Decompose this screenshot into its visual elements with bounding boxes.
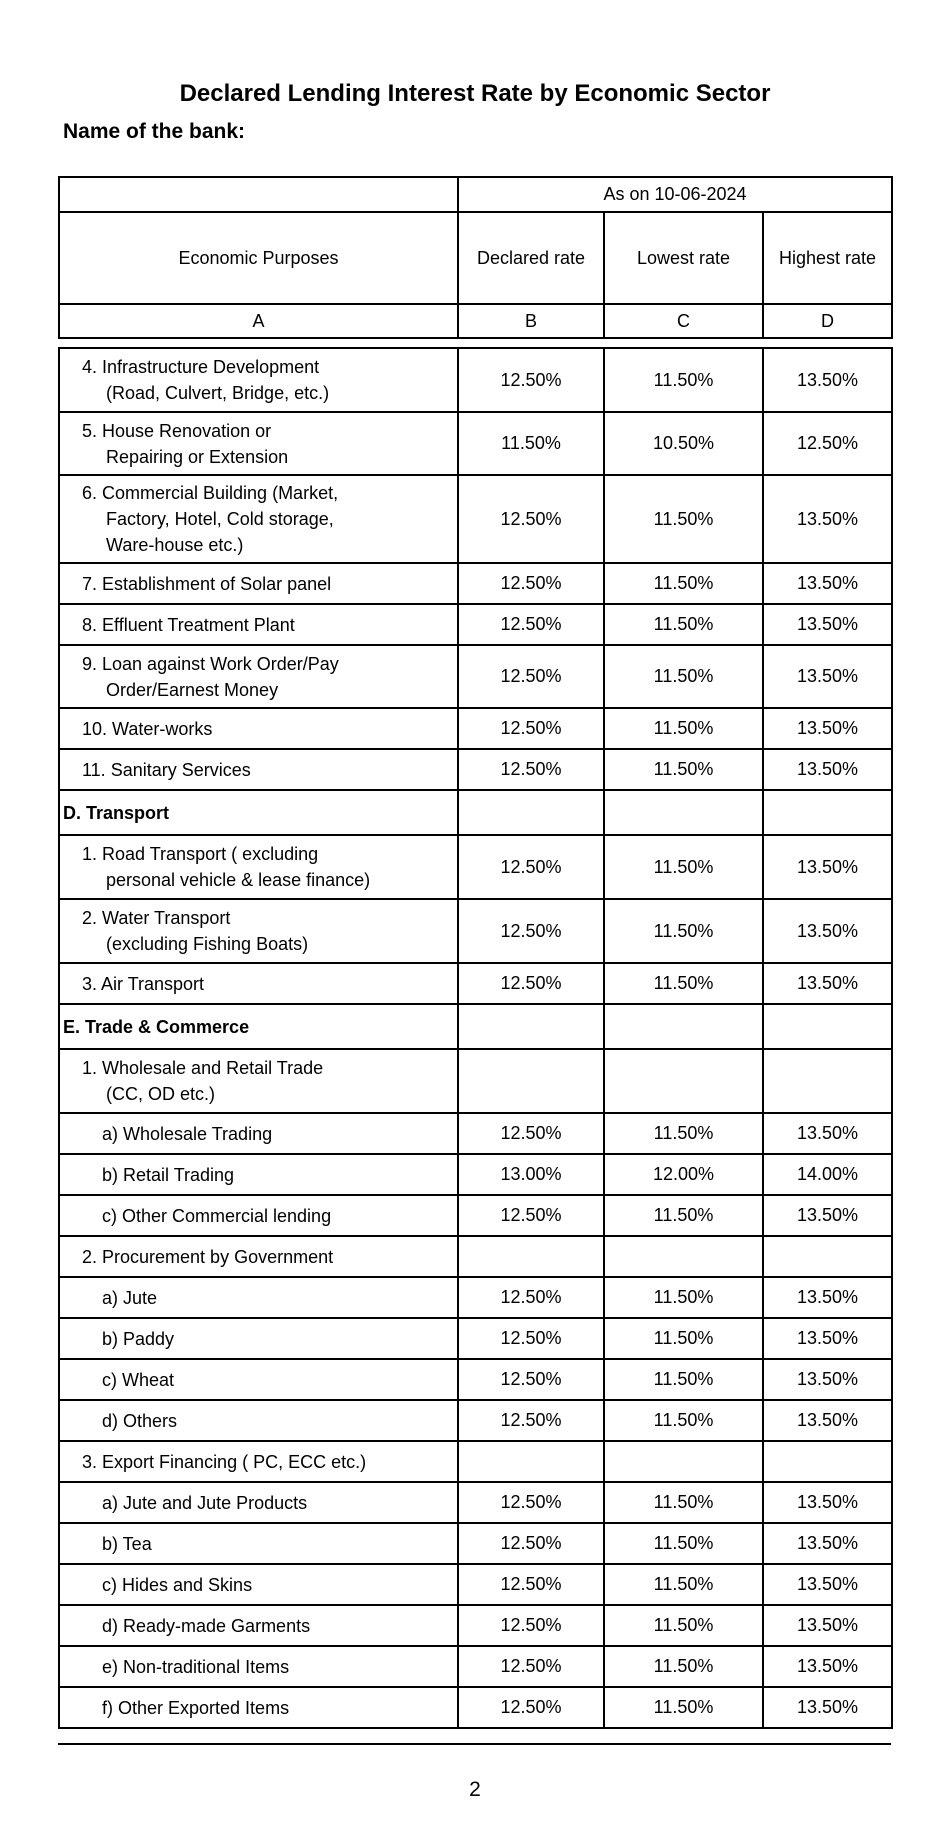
declared-rate-cell: 12.50%: [458, 1400, 604, 1441]
row-label: [59, 749, 458, 790]
highest-rate-cell: [763, 1049, 892, 1113]
row-label-line: Repairing or Extension: [106, 446, 289, 467]
row-label: a) Jute and Jute Products: [59, 1482, 458, 1523]
highest-rate-cell: 13.50%: [763, 1277, 892, 1318]
highest-rate-cell: 13.50%: [763, 1523, 892, 1564]
table-row: [59, 475, 892, 563]
header-blank-cell: [59, 177, 458, 212]
row-label: [59, 412, 458, 475]
highest-rate-cell: [763, 1004, 892, 1049]
table-row: [59, 1113, 892, 1154]
row-label-line: 5. House Renovation or: [82, 420, 272, 441]
declared-rate-cell: 12.50%: [458, 708, 604, 749]
declared-rate-cell: 12.50%: [458, 1605, 604, 1646]
declared-rate-cell: 12.50%: [458, 604, 604, 645]
table-row: [59, 1605, 892, 1646]
row-label: d) Ready-made Garments: [59, 1605, 458, 1646]
row-label-line: 3. Air Transport: [82, 973, 205, 994]
row-label-line: 6. Commercial Building (Market,: [82, 483, 339, 503]
row-label-line: 9. Loan against Work Order/Pay: [82, 653, 339, 674]
lowest-rate-cell: 11.50%: [604, 1359, 763, 1400]
lowest-rate-cell: 11.50%: [604, 348, 763, 412]
highest-rate-cell: 13.50%: [763, 835, 892, 899]
section-heading: E. Trade & Commerce: [59, 1004, 458, 1049]
lowest-rate-cell: 11.50%: [604, 1564, 763, 1605]
table-row: [59, 604, 892, 645]
table-row: [59, 1523, 892, 1564]
header-lowest-rate: Lowest rate: [604, 212, 763, 304]
row-label: [59, 1236, 458, 1277]
row-label-line: 1. Wholesale and Retail Trade: [82, 1058, 324, 1078]
lowest-rate-cell: 11.50%: [604, 1400, 763, 1441]
highest-rate-cell: 13.50%: [763, 1687, 892, 1728]
lowest-rate-cell: [604, 1236, 763, 1277]
table-row: [59, 708, 892, 749]
highest-rate-cell: 13.50%: [763, 1318, 892, 1359]
row-label: d) Others: [59, 1400, 458, 1441]
table-row: [59, 963, 892, 1004]
row-label-line: 3. Export Financing ( PC, ECC etc.): [82, 1451, 367, 1472]
bottom-rule: [58, 1743, 891, 1745]
lowest-rate-cell: 11.50%: [604, 604, 763, 645]
lowest-rate-cell: 11.50%: [604, 1687, 763, 1728]
row-label-line: 4. Infrastructure Development: [82, 357, 320, 377]
row-label: b) Tea: [59, 1523, 458, 1564]
declared-rate-cell: 12.50%: [458, 1687, 604, 1728]
table-row: [59, 348, 892, 412]
table-row: [59, 1359, 892, 1400]
rate-table-header: [58, 176, 893, 339]
lowest-rate-cell: 11.50%: [604, 963, 763, 1004]
row-label: a) Wholesale Trading: [59, 1113, 458, 1154]
header-highest-rate: Highest rate: [763, 212, 892, 304]
highest-rate-cell: 12.50%: [763, 412, 892, 475]
declared-rate-cell: 12.50%: [458, 963, 604, 1004]
row-label-line: (Road, Culvert, Bridge, etc.): [106, 383, 330, 403]
row-label: b) Paddy: [59, 1318, 458, 1359]
declared-rate-cell: [458, 1441, 604, 1482]
highest-rate-cell: 13.50%: [763, 563, 892, 604]
row-label: [59, 899, 458, 963]
header-col-a: A: [59, 304, 458, 338]
declared-rate-cell: 12.50%: [458, 749, 604, 790]
lowest-rate-cell: [604, 1004, 763, 1049]
section-row: [59, 1004, 892, 1049]
table-row: [59, 1154, 892, 1195]
row-label: [59, 963, 458, 1004]
table-row: [59, 412, 892, 475]
header-economic-purposes: Economic Purposes: [59, 212, 458, 304]
declared-rate-cell: 12.50%: [458, 475, 604, 563]
lowest-rate-cell: 11.50%: [604, 1113, 763, 1154]
highest-rate-cell: 13.50%: [763, 604, 892, 645]
table-row: [59, 1400, 892, 1441]
table-row: [59, 1564, 892, 1605]
declared-rate-cell: 12.50%: [458, 1564, 604, 1605]
table-row: [59, 1277, 892, 1318]
declared-rate-cell: [458, 1049, 604, 1113]
row-label-line: 11. Sanitary Services: [82, 759, 251, 780]
rate-table-body: [58, 347, 893, 1729]
declared-rate-cell: 12.50%: [458, 563, 604, 604]
lowest-rate-cell: 11.50%: [604, 1646, 763, 1687]
declared-rate-cell: 12.50%: [458, 1482, 604, 1523]
highest-rate-cell: 14.00%: [763, 1154, 892, 1195]
highest-rate-cell: 13.50%: [763, 1605, 892, 1646]
highest-rate-cell: 13.50%: [763, 1482, 892, 1523]
table-row: [59, 1318, 892, 1359]
table-row: [59, 645, 892, 708]
page-title: Declared Lending Interest Rate by Economic Sector: [179, 80, 771, 107]
declared-rate-cell: 12.50%: [458, 348, 604, 412]
row-label: b) Retail Trading: [59, 1154, 458, 1195]
highest-rate-cell: [763, 790, 892, 835]
declared-rate-cell: 12.50%: [458, 835, 604, 899]
row-label: [59, 708, 458, 749]
highest-rate-cell: 13.50%: [763, 1359, 892, 1400]
row-label: [59, 604, 458, 645]
row-label-line: personal vehicle & lease finance): [106, 870, 371, 890]
lowest-rate-cell: 12.00%: [604, 1154, 763, 1195]
row-label: c) Hides and Skins: [59, 1564, 458, 1605]
row-label: c) Wheat: [59, 1359, 458, 1400]
declared-rate-cell: 12.50%: [458, 645, 604, 708]
lowest-rate-cell: 11.50%: [604, 1482, 763, 1523]
lowest-rate-cell: 11.50%: [604, 749, 763, 790]
row-label-line: 2. Water Transport: [82, 908, 231, 928]
header-date: As on 10-06-2024: [458, 177, 892, 212]
declared-rate-cell: 11.50%: [458, 412, 604, 475]
declared-rate-cell: [458, 1236, 604, 1277]
row-label-line: Factory, Hotel, Cold storage,: [106, 509, 334, 529]
lowest-rate-cell: 11.50%: [604, 1318, 763, 1359]
table-row: [59, 1482, 892, 1523]
highest-rate-cell: 13.50%: [763, 749, 892, 790]
highest-rate-cell: 13.50%: [763, 963, 892, 1004]
row-label-line: 1. Road Transport ( excluding: [82, 844, 319, 864]
lowest-rate-cell: [604, 790, 763, 835]
row-label-line: Ware-house etc.): [106, 535, 244, 555]
lowest-rate-cell: 11.50%: [604, 475, 763, 563]
highest-rate-cell: 13.50%: [763, 645, 892, 708]
row-label: [59, 475, 458, 563]
header-declared-rate: Declared rate: [458, 212, 604, 304]
lowest-rate-cell: 11.50%: [604, 1523, 763, 1564]
highest-rate-cell: 13.50%: [763, 1113, 892, 1154]
highest-rate-cell: 13.50%: [763, 348, 892, 412]
table-row: [59, 1195, 892, 1236]
row-label: f) Other Exported Items: [59, 1687, 458, 1728]
header-col-b: B: [458, 304, 604, 338]
section-heading: D. Transport: [59, 790, 458, 835]
declared-rate-cell: [458, 1004, 604, 1049]
header-col-c: C: [604, 304, 763, 338]
row-label: [59, 348, 458, 412]
declared-rate-cell: 12.50%: [458, 1646, 604, 1687]
lowest-rate-cell: 11.50%: [604, 708, 763, 749]
row-label-line: 7. Establishment of Solar panel: [82, 573, 332, 594]
lowest-rate-cell: 11.50%: [604, 1277, 763, 1318]
highest-rate-cell: 13.50%: [763, 1195, 892, 1236]
table-row: [59, 563, 892, 604]
row-label: a) Jute: [59, 1277, 458, 1318]
declared-rate-cell: 12.50%: [458, 1318, 604, 1359]
highest-rate-cell: 13.50%: [763, 899, 892, 963]
declared-rate-cell: [458, 790, 604, 835]
row-label: [59, 1441, 458, 1482]
highest-rate-cell: 13.50%: [763, 475, 892, 563]
lowest-rate-cell: [604, 1049, 763, 1113]
lowest-rate-cell: [604, 1441, 763, 1482]
section-row: [59, 790, 892, 835]
highest-rate-cell: 13.50%: [763, 1400, 892, 1441]
table-row: [59, 835, 892, 899]
row-label-line: (CC, OD etc.): [106, 1084, 216, 1104]
row-label-line: 10. Water-works: [82, 718, 213, 739]
page-number: 2: [469, 1778, 481, 1801]
lowest-rate-cell: 11.50%: [604, 899, 763, 963]
lowest-rate-cell: 10.50%: [604, 412, 763, 475]
declared-rate-cell: 12.50%: [458, 899, 604, 963]
row-label: c) Other Commercial lending: [59, 1195, 458, 1236]
row-label: [59, 1049, 458, 1113]
table-row: [59, 1441, 892, 1482]
highest-rate-cell: [763, 1236, 892, 1277]
bank-name-label: Name of the bank:: [63, 120, 246, 143]
row-label: e) Non-traditional Items: [59, 1646, 458, 1687]
lowest-rate-cell: 11.50%: [604, 563, 763, 604]
table-row: [59, 1049, 892, 1113]
lowest-rate-cell: 11.50%: [604, 1605, 763, 1646]
lowest-rate-cell: 11.50%: [604, 835, 763, 899]
declared-rate-cell: 12.50%: [458, 1359, 604, 1400]
row-label-line: (excluding Fishing Boats): [106, 934, 309, 954]
row-label: [59, 563, 458, 604]
row-label-line: Order/Earnest Money: [106, 679, 279, 700]
table-row: [59, 749, 892, 790]
row-label: [59, 835, 458, 899]
table-row: [59, 1646, 892, 1687]
highest-rate-cell: 13.50%: [763, 708, 892, 749]
declared-rate-cell: 12.50%: [458, 1277, 604, 1318]
declared-rate-cell: 13.00%: [458, 1154, 604, 1195]
table-row: [59, 1687, 892, 1728]
declared-rate-cell: 12.50%: [458, 1523, 604, 1564]
row-label-line: 2. Procurement by Government: [82, 1246, 334, 1267]
table-row: [59, 1236, 892, 1277]
highest-rate-cell: 13.50%: [763, 1564, 892, 1605]
highest-rate-cell: [763, 1441, 892, 1482]
table-row: [59, 899, 892, 963]
lowest-rate-cell: 11.50%: [604, 1195, 763, 1236]
highest-rate-cell: 13.50%: [763, 1646, 892, 1687]
row-label: [59, 645, 458, 708]
lowest-rate-cell: 11.50%: [604, 645, 763, 708]
row-label-line: 8. Effluent Treatment Plant: [82, 614, 295, 635]
declared-rate-cell: 12.50%: [458, 1113, 604, 1154]
declared-rate-cell: 12.50%: [458, 1195, 604, 1236]
header-col-d: D: [763, 304, 892, 338]
